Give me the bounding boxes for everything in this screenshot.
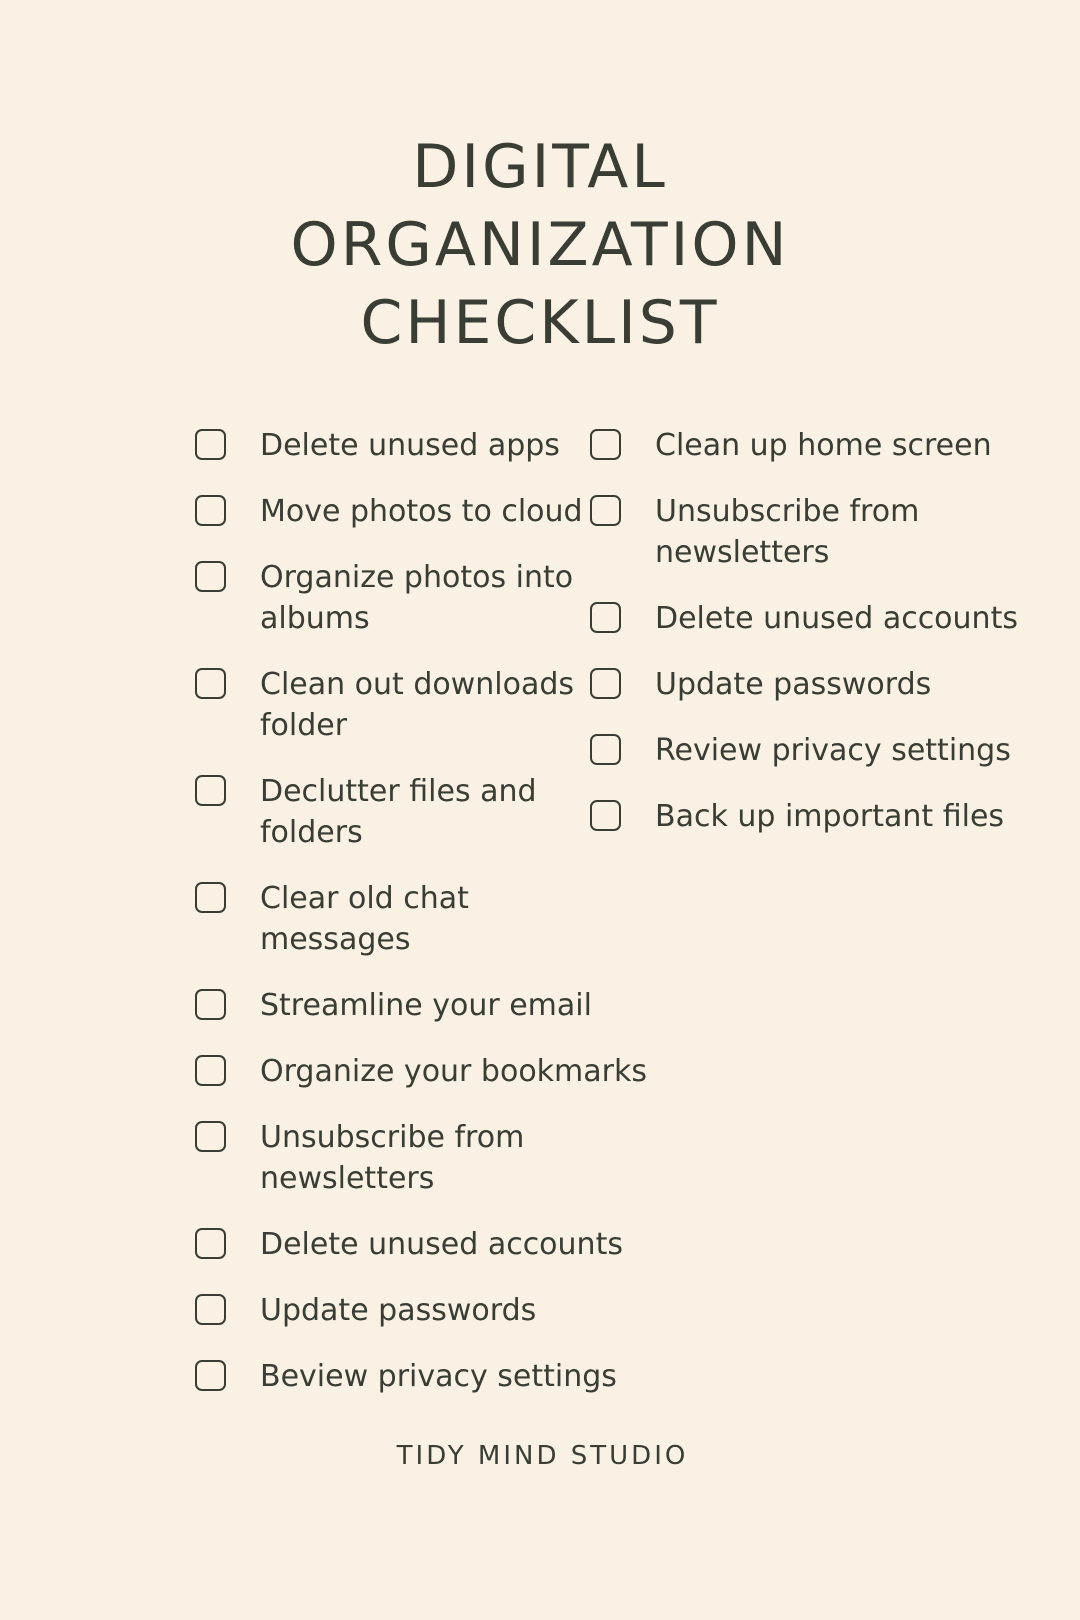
checklist-item-label: Delete unused apps: [260, 428, 560, 463]
page-title: [0, 128, 1080, 362]
checkbox[interactable]: [590, 495, 621, 526]
checkbox[interactable]: [195, 1055, 226, 1086]
title-line-3: CHECKLIST: [360, 288, 720, 358]
checklist-item-clean-downloads: [195, 664, 620, 746]
checklist-item-organize-photos: [195, 557, 580, 639]
checkbox[interactable]: [195, 1294, 226, 1325]
checklist-item-label: Back up important files: [655, 799, 1005, 834]
checklist-item-label: Organize your bookmarks: [260, 1054, 647, 1089]
checklist-item-label: Delete unused accounts: [655, 601, 1018, 636]
checkbox[interactable]: [195, 495, 226, 526]
checkbox[interactable]: [195, 1121, 226, 1152]
checklist-item-delete-unused-accounts-2: [590, 598, 1030, 639]
checklist-item-label: Update passwords: [260, 1293, 537, 1328]
checklist-item-delete-unused-apps: [195, 425, 625, 466]
checklist-item-label: Clean up home screen: [655, 428, 992, 463]
checklist-item-clear-chat: [195, 878, 625, 960]
checklist-item-review-privacy: [195, 1356, 625, 1397]
title-line-2: ORGANIZATION: [290, 210, 790, 280]
checklist-item-label: Review privacy settings: [655, 733, 1011, 768]
checklist-item-update-passwords: [195, 1290, 625, 1331]
checklist-item-organize-bookmarks: [195, 1051, 720, 1092]
checkbox[interactable]: [590, 800, 621, 831]
checkbox[interactable]: [590, 602, 621, 633]
checkbox[interactable]: [590, 429, 621, 460]
brand-footer: TIDY MIND STUDIO: [396, 1441, 689, 1471]
checklist-item-label: Organize photos into albums: [260, 560, 574, 636]
checklist-item-update-passwords-2: [590, 664, 1030, 705]
checklist-item-clean-home-screen: [590, 425, 1030, 466]
checklist-item-label: Clear old chat messages: [260, 881, 469, 957]
checklist-left-column: [195, 425, 647, 1422]
checklist-item-review-privacy-2: [590, 730, 1030, 771]
checklist-item-unsubscribe-newsletters: [195, 1117, 580, 1199]
checkbox[interactable]: [195, 429, 226, 460]
checkbox[interactable]: [195, 561, 226, 592]
checkbox[interactable]: [195, 882, 226, 913]
checklist-item-declutter-files: [195, 771, 590, 853]
checklist-item-streamline-email: [195, 985, 625, 1026]
checklist-item-move-photos-to-cloud: [195, 491, 625, 532]
checklist-item-label: Declutter files and folders: [260, 774, 537, 850]
checklist-item-label: Move photos to cloud: [260, 494, 583, 529]
checklist-item-label: Unsubscribe from newsletters: [260, 1120, 525, 1196]
checklist-item-label: Clean out downloads folder: [260, 667, 575, 743]
checklist-item-label: Update passwords: [655, 667, 932, 702]
checklist-item-label: Delete unused accounts: [260, 1227, 623, 1262]
checklist-right-column: [590, 425, 1030, 862]
checklist-item-label: Streamline your email: [260, 988, 592, 1023]
checkbox[interactable]: [590, 668, 621, 699]
checkbox[interactable]: [195, 989, 226, 1020]
checklist-item-label: Unsubscribe from newsletters: [655, 494, 920, 570]
checkbox[interactable]: [590, 734, 621, 765]
checklist-item-unsubscribe-newsletters-2: [590, 491, 985, 573]
checkbox[interactable]: [195, 1360, 226, 1391]
checklist-item-delete-unused-accounts: [195, 1224, 625, 1265]
checkbox[interactable]: [195, 775, 226, 806]
checkbox[interactable]: [195, 1228, 226, 1259]
checklist-item-label: Beview privacy settings: [260, 1359, 617, 1394]
checklist-item-back-up-files: [590, 796, 1030, 837]
title-line-1: DIGITAL: [412, 132, 668, 202]
checkbox[interactable]: [195, 668, 226, 699]
